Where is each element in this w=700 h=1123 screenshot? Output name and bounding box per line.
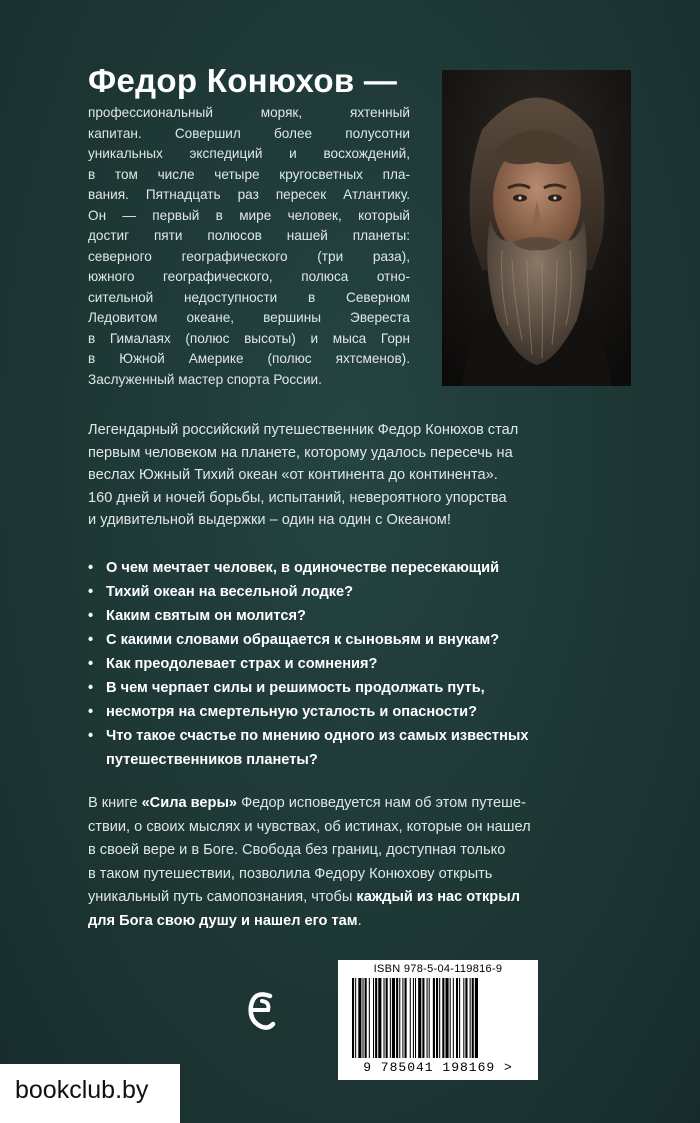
question-list (88, 557, 628, 773)
bio-line: северного географического (три раза), (88, 248, 410, 264)
summary-text: Федор исповедуется нам об этом путеше- (237, 795, 526, 811)
list-item: • О чем мечтает человек, в одиночестве пересекающий (88, 557, 628, 580)
intro-line: Легендарный российский путешественник Федор Конюхов стал (88, 422, 519, 438)
list-item: • Как преодолевает страх и сомнения? (88, 653, 628, 676)
publisher-logo-icon (246, 988, 276, 1032)
book-description (88, 419, 628, 532)
summary-line: в таком путешествии, позволила Федору Конюхову открыть (88, 865, 493, 882)
bio-line: южного географического, полюса отно- (88, 269, 410, 284)
summary-line: ствии, о своих мыслях и чувствах, об истинах, которые он нашел (88, 818, 531, 835)
watermark (0, 1064, 180, 1123)
summary-text: В книге (88, 795, 142, 811)
summary-line (88, 910, 628, 934)
bio-line: в том числе четыре кругосветных пла- (88, 166, 410, 182)
bio-line: профессиональный моряк, яхтенный (88, 105, 410, 120)
book-summary (88, 792, 628, 933)
bio-line: сительной недоступности в Северном (88, 289, 410, 305)
list-item: • В чем черпает силы и решимость продолжать путь, (88, 677, 628, 700)
list-item: • Что такое счастье по мнению одного из самых известных (88, 725, 628, 748)
list-item: • Каким святым он молится? (88, 605, 628, 628)
bio-line: уникальных экспедиций и восхождений, (88, 146, 410, 161)
bio-line: Он — первый в мире человек, который (88, 207, 410, 223)
author-portrait (442, 70, 631, 386)
intro-line: и удивительной выдержки – один на один с Океаном! (88, 512, 451, 528)
bio-line: Ледовитом океане, вершины Эвереста (88, 310, 410, 325)
list-item: • несмотря на смертельную усталость и опасности? (88, 701, 628, 724)
barcode (338, 960, 538, 1080)
bio-line: в Южной Америке (полюс яхтсменов). (88, 351, 410, 366)
bio-line: в Гималаях (полюс высоты) и мыса Горн (88, 330, 410, 346)
list-item: • Тихий океан на весельной лодке? (88, 581, 628, 604)
barcode-digits: 9 785041 198169 > (363, 1060, 513, 1075)
summary-emphasis: для Бога свою душу и нашел его там (88, 912, 358, 929)
bio-line: достиг пяти полюсов нашей планеты: (88, 228, 410, 243)
bio-line: Заслуженный мастер спорта России. (88, 371, 322, 387)
summary-line (88, 792, 628, 816)
barcode-bars (350, 978, 526, 1060)
author-heading: Федор Конюхов — (88, 62, 398, 99)
list-item-continuation: путешественников планеты? (106, 752, 318, 768)
intro-line: 160 дней и ночей борьбы, испытаний, невероятного упорства (88, 489, 507, 506)
bio-line: вания. Пятнадцать раз пересек Атлантику. (88, 187, 410, 202)
summary-line (88, 886, 628, 910)
author-bio (88, 103, 410, 390)
intro-line: первым человеком на планете, которому удалось пересечь на (88, 444, 513, 461)
summary-text: уникальный путь самопознания, чтобы (88, 889, 357, 905)
summary-line: в своей вере и в Боге. Свобода без границ, доступная только (88, 842, 506, 858)
bio-line: капитан. Совершил более полусотни (88, 125, 410, 141)
intro-line: веслах Южный Тихий океан «от континента до континента». (88, 467, 498, 483)
summary-text: . (357, 912, 362, 929)
summary-emphasis: каждый из нас открыл (356, 889, 520, 905)
isbn-label: ISBN 978-5-04-119816-9 (373, 963, 503, 975)
watermark-text: bookclub.by (15, 1076, 149, 1104)
book-title-inline: «Сила веры» (141, 795, 238, 811)
list-item: • С какими словами обращается к сыновьям и внукам? (88, 629, 628, 652)
